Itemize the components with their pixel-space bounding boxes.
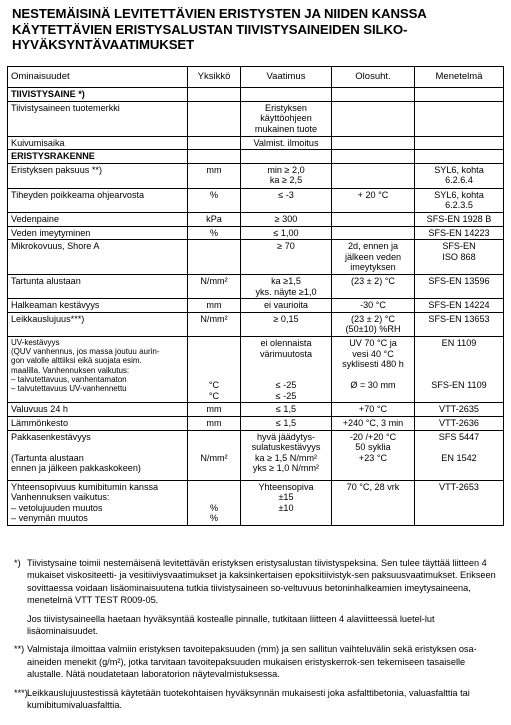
- table-cell: ei vaurioita: [241, 299, 332, 313]
- table-cell: Tartunta alustaan: [8, 274, 188, 298]
- table-cell: SFS-EN ISO 868: [415, 240, 504, 275]
- table-cell: mm: [188, 417, 241, 431]
- table-cell: SYL6, kohta 6.2.6.4: [415, 163, 504, 188]
- table-cell: ei olennaista värimuutosta ≤ -25 ≤ -25: [241, 336, 332, 403]
- table-cell: SFS-EN 14223: [415, 226, 504, 240]
- table-row: [8, 417, 504, 431]
- table-cell: ≤ 1,00: [241, 226, 332, 240]
- column-header: Vaatimus: [241, 67, 332, 88]
- title-line: HYVÄKSYNTÄVAATIMUKSET: [12, 37, 195, 52]
- table-cell: SFS 5447 EN 1542: [415, 430, 504, 480]
- column-header: Ominaisuudet: [8, 67, 188, 88]
- table-cell: Yhteensopiva ±15 ±10: [241, 480, 332, 525]
- table-cell: 70 °C, 28 vrk: [332, 480, 415, 525]
- table-row: [8, 312, 504, 336]
- table-row: [8, 136, 504, 150]
- table-cell: ≥ 300: [241, 212, 332, 226]
- table-cell: Eristyksen käyttöohjeen mukainen tuote: [241, 101, 332, 136]
- table-cell: UV 70 °C ja vesi 40 °C syklisesti 480 h Ø = 30 mm: [332, 336, 415, 403]
- table-cell: Kuivumisaika: [8, 136, 188, 150]
- table-cell: mm: [188, 299, 241, 313]
- table-cell: [415, 88, 504, 102]
- table-row: [8, 336, 504, 403]
- table-cell: ≥ 70: [241, 240, 332, 275]
- table-cell: Leikkauslujuus***): [8, 312, 188, 336]
- table-cell: Tiivistysaineen tuotemerkki: [8, 101, 188, 136]
- table-cell: [241, 88, 332, 102]
- table-cell: -30 °C: [332, 299, 415, 313]
- table-row: [8, 101, 504, 136]
- table-cell: Veden imeytyminen: [8, 226, 188, 240]
- table-cell: kPa: [188, 212, 241, 226]
- table-cell: [332, 226, 415, 240]
- table-row: [8, 240, 504, 275]
- table-cell: N/mm²: [188, 312, 241, 336]
- table-cell: mm: [188, 403, 241, 417]
- table-row: [8, 163, 504, 188]
- table-cell: + 20 °C: [332, 188, 415, 212]
- document-title: [12, 6, 502, 53]
- table-cell: +70 °C: [332, 403, 415, 417]
- table-cell: [332, 101, 415, 136]
- table-cell: 2d, ennen ja jälkeen veden imeytyksen: [332, 240, 415, 275]
- footnote-text: Jos tiivistysaineella haetaan hyväksyntää kostealle pinnalle, tutkitaan liitteen 4 alaviitteessä luetel-lut lisäominaisuudet.: [27, 613, 435, 637]
- table-cell: [188, 88, 241, 102]
- table-cell: [188, 101, 241, 136]
- footnote-marker: ***): [14, 687, 28, 698]
- footnote-marker: **): [14, 644, 25, 655]
- table-cell: min ≥ 2,0 ka ≥ 2,5: [241, 163, 332, 188]
- table-cell: (23 ± 2) °C (50±10) %RH: [332, 312, 415, 336]
- table-cell: Halkeaman kestävyys: [8, 299, 188, 313]
- table-cell: VTT-2635: [415, 403, 504, 417]
- footnote: [14, 643, 499, 680]
- table-cell: -20 /+20 °C 50 syklia +23 °C: [332, 430, 415, 480]
- table-cell: ERISTYSRAKENNE: [8, 150, 188, 164]
- table-cell: [188, 240, 241, 275]
- table-row: [8, 274, 504, 298]
- column-header: Yksikkö: [188, 67, 241, 88]
- table-cell: [188, 136, 241, 150]
- table-cell: N/mm²: [188, 274, 241, 298]
- table-cell: ≤ 1,5: [241, 403, 332, 417]
- table-cell: °C °C: [188, 336, 241, 403]
- footnote-marker: *): [14, 558, 21, 568]
- table-cell: [415, 101, 504, 136]
- table-cell: TIIVISTYSAINE *): [8, 88, 188, 102]
- table-cell: [415, 150, 504, 164]
- table-row: [8, 299, 504, 313]
- table-cell: ka ≥1,5 yks. näyte ≥1,0: [241, 274, 332, 298]
- footnote: [14, 687, 499, 712]
- table-cell: Mikrokovuus, Shore A: [8, 240, 188, 275]
- table-cell: Tiheyden poikkeama ohjearvosta: [8, 188, 188, 212]
- column-header: Olosuht.: [332, 67, 415, 88]
- table-cell: VTT-2653: [415, 480, 504, 525]
- table-row: [8, 403, 504, 417]
- table-cell: [188, 150, 241, 164]
- table-cell: % %: [188, 480, 241, 525]
- title-line: KÄYTETTÄVIEN ERISTYSALUSTAN TIIVISTYSAINEIDEN SILKO-: [12, 21, 408, 37]
- table-header-row: [8, 67, 504, 88]
- table-cell: SFS-EN 1928 B: [415, 212, 504, 226]
- table-cell: [332, 212, 415, 226]
- footnotes: [14, 557, 499, 717]
- footnote-text: Valmistaja ilmoittaa valmiin eristyksen tavoitepaksuuden (mm) ja sen sallitun vaihteluvälin sekä eristyksen osa-aineiden menekit (g/m²), jotka tarvitaan tavoitepaksuuden mukaisen eristyskerrok-sen tekemiseen tasaiselle alustalle. Nätä noudatetaan laboratorion näytevalmistuksessa.: [27, 644, 477, 680]
- table-cell: Lämmönkesto: [8, 417, 188, 431]
- table-cell: %: [188, 226, 241, 240]
- table-cell: hyvä jäädytys- sulatuskestävyys ka ≥ 1,5 N/mm² yks ≥ 1,0 N/mm²: [241, 430, 332, 480]
- table-cell: (23 ± 2) °C: [332, 274, 415, 298]
- table-cell: Vedenpaine: [8, 212, 188, 226]
- table-cell: %: [188, 188, 241, 212]
- table-cell: [332, 150, 415, 164]
- table-cell: mm: [188, 163, 241, 188]
- table-cell: Pakkasenkestävyys (Tartunta alustaan ennen ja jälkeen pakkaskokeen): [8, 430, 188, 480]
- table-cell: SFS-EN 14224: [415, 299, 504, 313]
- table-cell: SFS-EN 13596: [415, 274, 504, 298]
- table-cell: UV-kestävyys (QUV vanhennus, jos massa joutuu aurin- gon valolle alttiiksi eikä suojata esim. maalilla. Vanhennuksen vaikutus: – taivutettavuus, vanhentamaton – taivutettavuus UV-vanhennettu: [8, 336, 188, 403]
- footnote: [14, 613, 499, 638]
- footnote-text: Tiivistysaine toimii nestemäisenä levitettävän eristyksen eristysalustan tiivistyspeksina. Sen tulee täyttää liitteen 4 mukaiset viskositeetti- ja vesitiiviysvaatimukset ja kaksinkertaisen epoksitiivistyk-sen paksuusvaatimukset. Erikseen sovittaessa voidaan lisäominaisuutena tutkia tiivistysaineen so-veltuvuus betoninhalkeamien imeytysaineena, menetelmä VTT TEST R009-05.: [27, 558, 496, 606]
- table-cell: Valuvuus 24 h: [8, 403, 188, 417]
- table-row: [8, 226, 504, 240]
- table-cell: Eristyksen paksuus **): [8, 163, 188, 188]
- table-row: [8, 430, 504, 480]
- table-cell: Yhteensopivuus kumibitumin kanssa Vanhennuksen vaikutus: – vetolujuuden muutos – venymän muutos: [8, 480, 188, 525]
- table-cell: [415, 136, 504, 150]
- title-line: NESTEMÄISINÄ LEVITETTÄVIEN ERISTYSTEN JA NIIDEN KANSSA: [12, 6, 427, 21]
- table-cell: SFS-EN 13653: [415, 312, 504, 336]
- table-cell: [332, 136, 415, 150]
- table-cell: [332, 163, 415, 188]
- table-row: [8, 188, 504, 212]
- table-cell: [241, 150, 332, 164]
- table-cell: ≤ -3: [241, 188, 332, 212]
- footnote: [14, 557, 499, 607]
- table-cell: ≥ 0,15: [241, 312, 332, 336]
- section-row: [8, 88, 504, 102]
- table-row: [8, 480, 504, 525]
- table-cell: +240 °C, 3 min: [332, 417, 415, 431]
- table-cell: VTT-2636: [415, 417, 504, 431]
- column-header: Menetelmä: [415, 67, 504, 88]
- table-cell: ≤ 1,5: [241, 417, 332, 431]
- table-cell: N/mm²: [188, 430, 241, 480]
- table-cell: [332, 88, 415, 102]
- footnote-text: Leikkauslujuustestissä käytetään tuotekohtaisen hyväksynnän mukaisesti joka asfalttibetonia, valuasfalttia tai kumibitumivaluasfalttia.: [27, 687, 470, 711]
- table-cell: EN 1109 SFS-EN 1109: [415, 336, 504, 403]
- requirements-table: [7, 66, 504, 526]
- table-row: [8, 212, 504, 226]
- table-cell: SYL6, kohta 6.2.3.5: [415, 188, 504, 212]
- table-cell: Valmist. ilmoitus: [241, 136, 332, 150]
- section-row: [8, 150, 504, 164]
